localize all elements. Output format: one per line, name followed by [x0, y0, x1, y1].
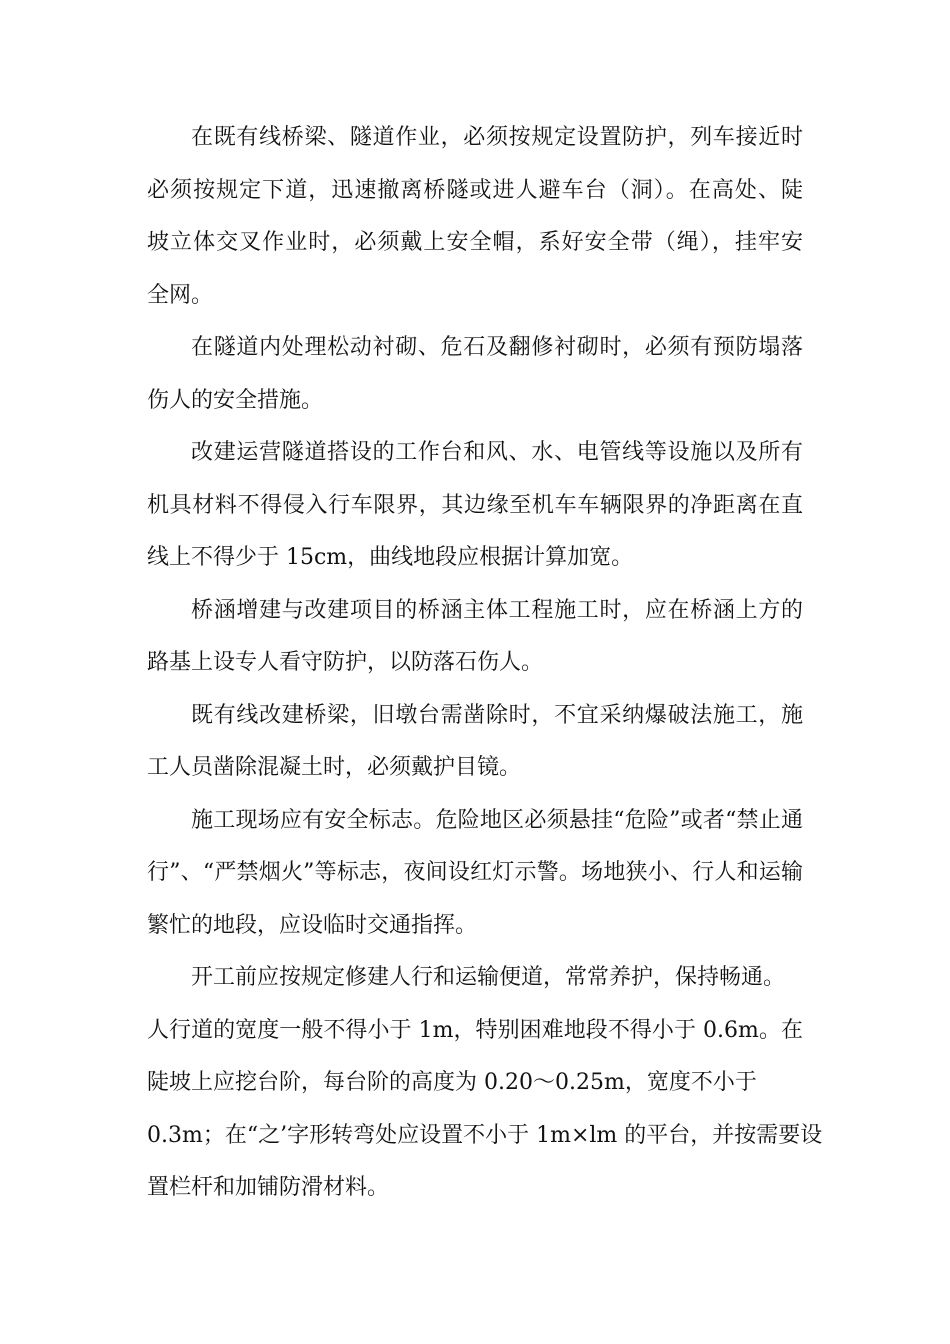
- paragraph-line: 全网。: [147, 282, 214, 308]
- paragraph-2: [147, 322, 803, 427]
- document-body: [147, 112, 823, 1215]
- paragraph-line: 伤人的安全措施。: [147, 387, 324, 413]
- paragraph-line: 开工前应按规定修建人行和运输便道，常常养护，保持畅通。: [191, 965, 786, 990]
- paragraph-line: 人行道的宽度一般不得小于 1m，特别困难地段不得小于 0.6m。在: [147, 1017, 803, 1043]
- paragraph-4: [147, 585, 803, 690]
- paragraph-line: 行”、“严禁烟火”等标志，夜间设红灯示警。场地狭小、行人和运输: [147, 860, 803, 885]
- paragraph-1: [147, 112, 803, 322]
- paragraph-line: 既有线改建桥梁，旧墩台需凿除时，不宜采纳爆破法施工，施: [191, 702, 803, 728]
- paragraph-line: 线上不得少于 15cm，曲线地段应根据计算加宽。: [147, 545, 634, 570]
- paragraph-line: 坡立体交叉作业时，必须戴上安全帽，系好安全带（绳），挂牢安: [147, 230, 803, 255]
- paragraph-line: 桥涵增建与改建项目的桥涵主体工程施工时，应在桥涵上方的: [191, 597, 803, 623]
- paragraph-line: 施工现场应有安全标志。危险地区必须悬挂“危险”或者“禁止通: [191, 807, 803, 833]
- paragraph-line: 0.3m；在“之’字形转弯处应设置不小于 1m×lm 的平台，并按需要设: [147, 1122, 823, 1148]
- paragraph-line: 繁忙的地段，应设临时交通指挥。: [147, 912, 478, 938]
- paragraph-line: 陡坡上应挖台阶，每台阶的高度为 0.20～0.25m，宽度不小于: [147, 1070, 757, 1095]
- paragraph-5: [147, 690, 803, 795]
- paragraph-6: [147, 795, 803, 953]
- paragraph-7: [147, 952, 823, 1215]
- paragraph-line: 机具材料不得侵入行车限界，其边缘至机车车辆限界的净距离在直: [147, 492, 803, 518]
- paragraph-line: 改建运营隧道搭设的工作台和风、水、电管线等设施以及所有: [191, 440, 803, 465]
- paragraph-line: 必须按规定下道，迅速撤离桥隧或进人避车台（洞）。在高处、陡: [147, 177, 803, 203]
- paragraph-line: 在隧道内处理松动衬砌、危石及翻修衬砌时，必须有预防塌落: [191, 335, 803, 360]
- paragraph-line: 在既有线桥梁、隧道作业，必须按规定设置防护，列车接近时: [191, 125, 803, 150]
- paragraph-line: 置栏杆和加铺防滑材料。: [147, 1175, 390, 1200]
- paragraph-3: [147, 427, 803, 585]
- paragraph-line: 工人员凿除混凝土时，必须戴护目镜。: [147, 755, 522, 780]
- paragraph-line: 路基上设专人看守防护，以防落石伤人。: [147, 650, 544, 675]
